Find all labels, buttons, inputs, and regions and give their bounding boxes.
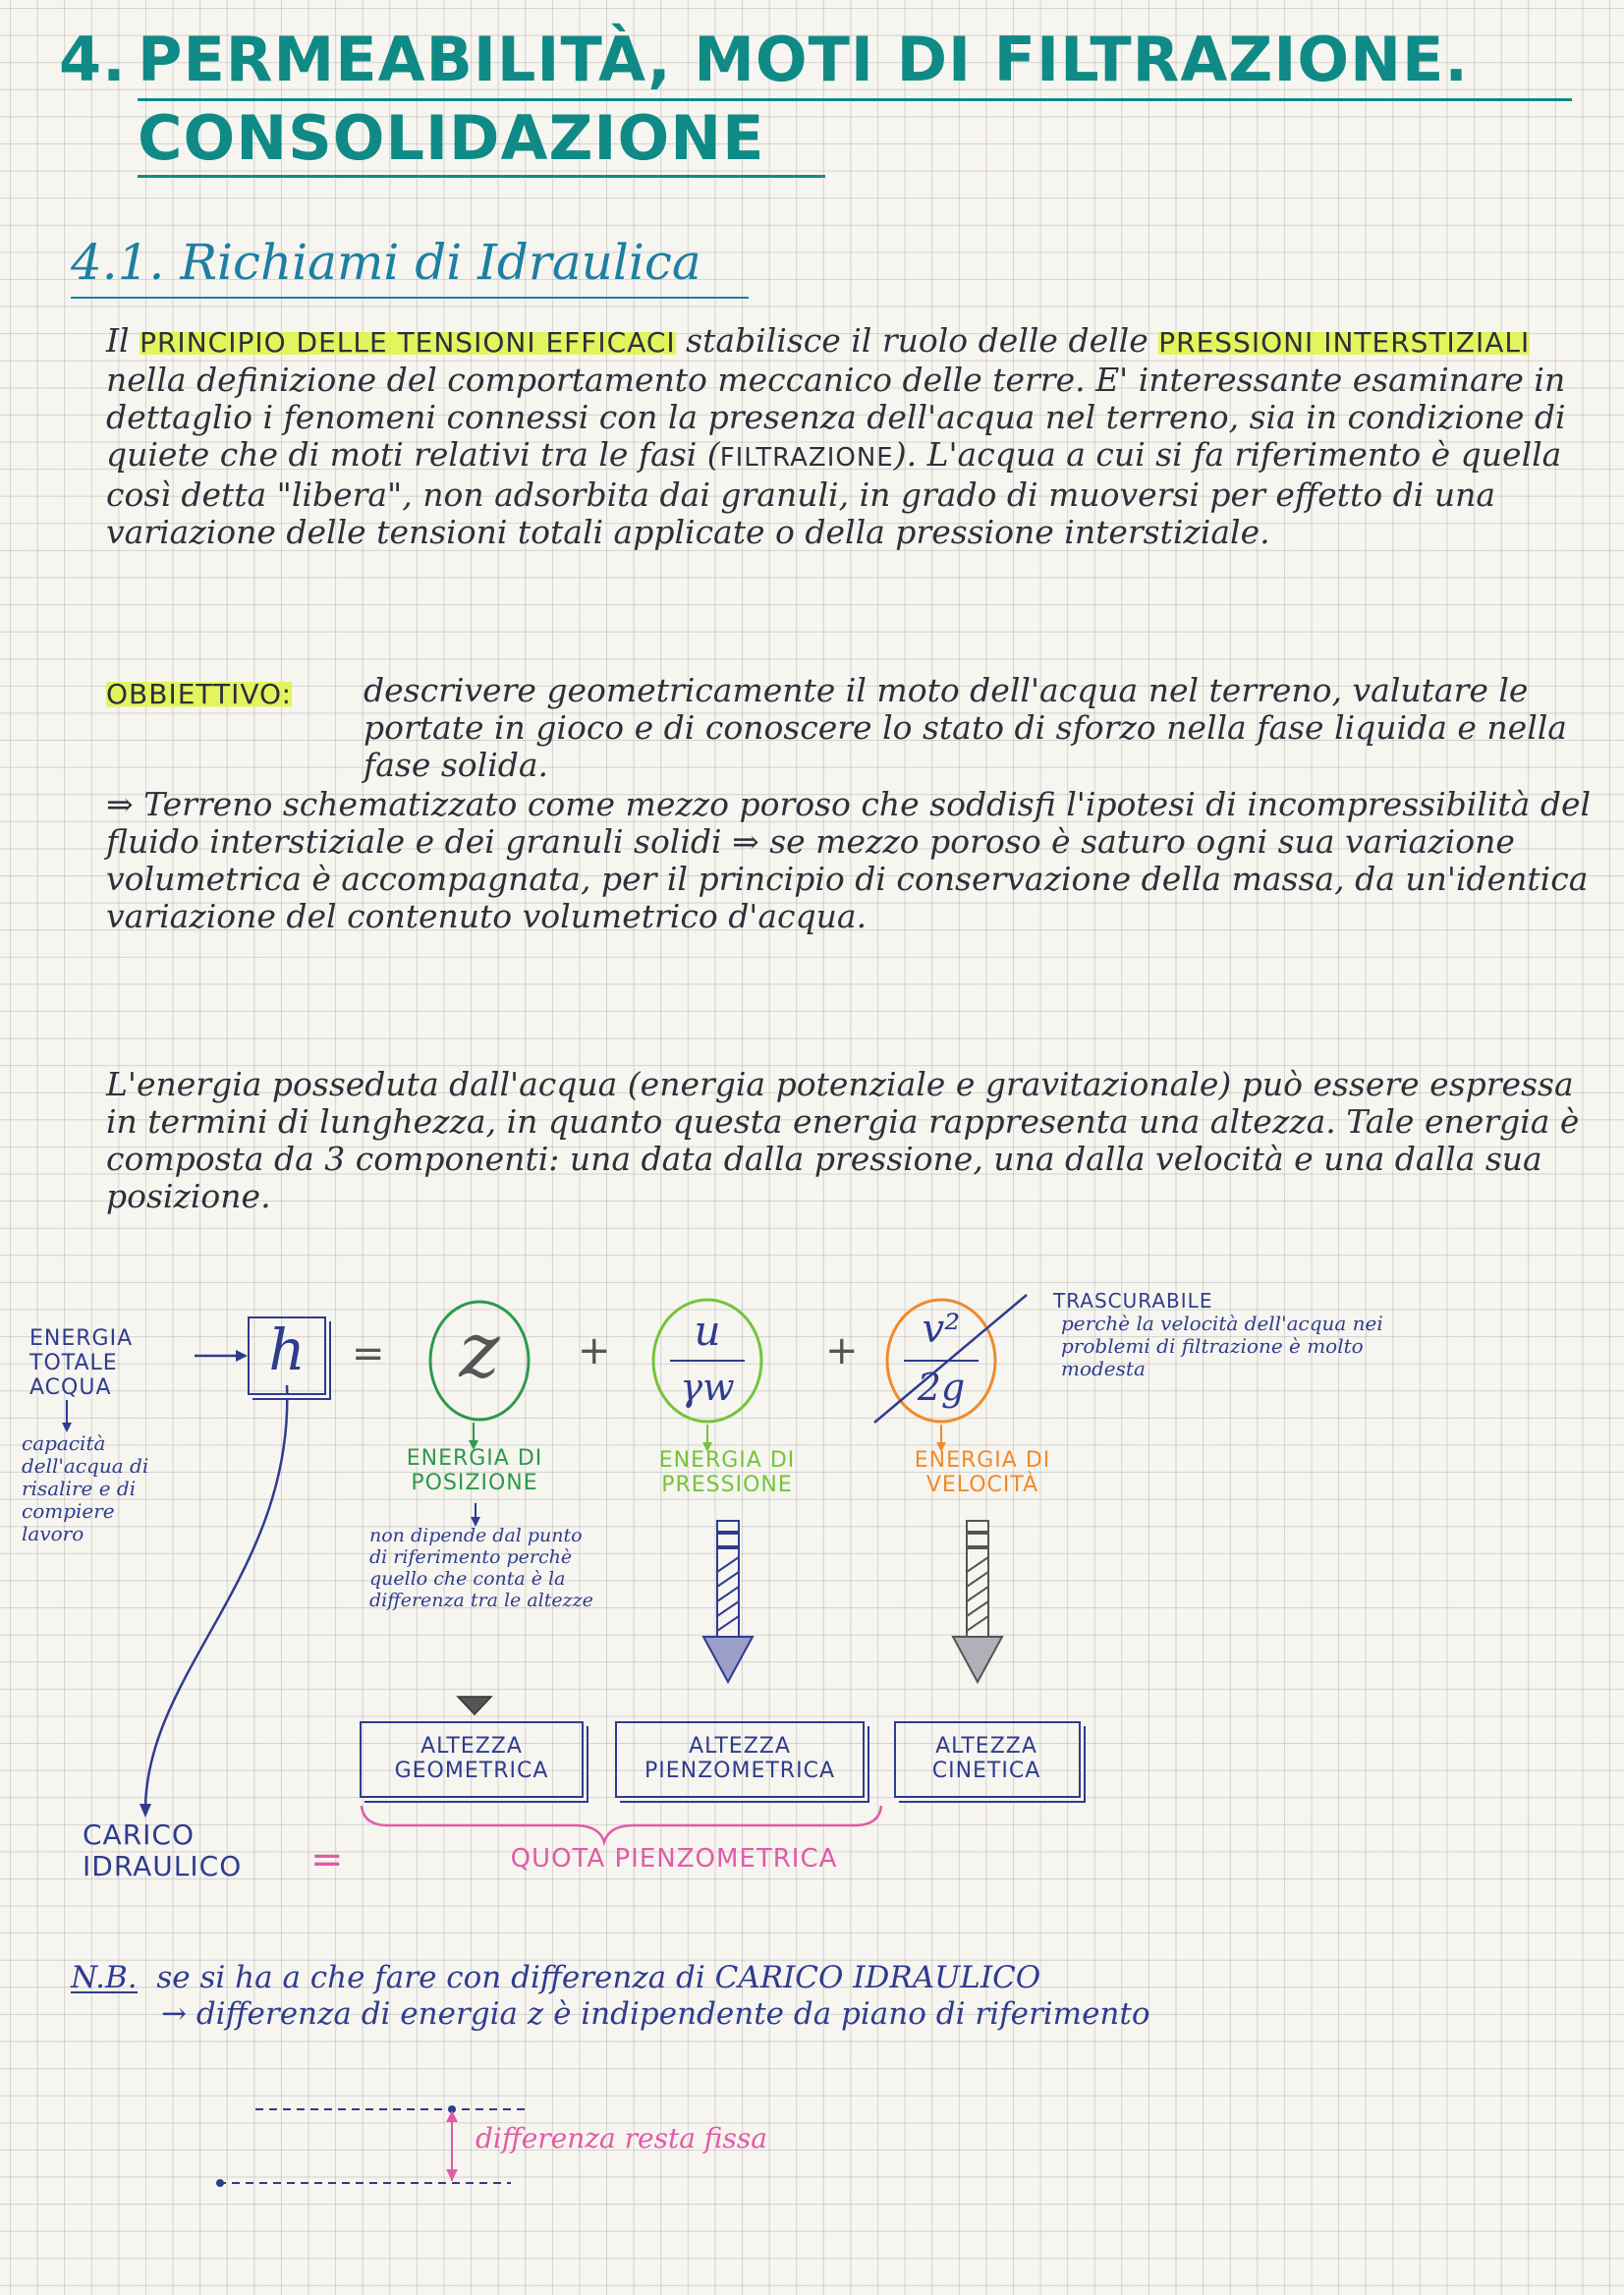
velocity-energy-label: ENERGIA DI VELOCITÀ <box>914 1448 1051 1497</box>
v-numerator: v² <box>922 1307 961 1352</box>
nb-block <box>71 1960 1544 2033</box>
chapter-title-line1: PERMEABILITÀ, MOTI DI FILTRAZIONE. <box>138 24 1469 95</box>
carico-idraulico-label: CARICO IDRAULICO <box>83 1819 243 1882</box>
implies-arrow: ⇒ <box>106 785 134 823</box>
section-number: 4.1. <box>71 234 165 291</box>
intro-text-d: ). L'acqua a cui si fa riferimento è quella così detta "libera", non adsorbita dai granuli, in grado di muoversi per effetto di una variazione delle tensioni totali applicate o della pressione interstiziale. <box>106 435 1562 551</box>
box-altezza-pienzometrica-label: ALTEZZA PIENZOMETRICA <box>644 1734 835 1783</box>
total-energy-note: capacità dell'acqua di risalire e di compiere lavoro <box>22 1431 149 1545</box>
objective-text: descrivere geometricamente il moto dell'acqua nel terreno, valutare le portate in gioco e di conoscere lo stato di sforzo nella fase liquida e nella fase solida. <box>364 671 1567 784</box>
u-denominator: γw <box>680 1366 735 1409</box>
nb-fixed-note: differenza resta fissa <box>476 2122 767 2155</box>
highlight-efficaci: PRINCIPIO DELLE TENSIONI EFFICACI <box>140 326 676 359</box>
position-energy-label: ENERGIA DI POSIZIONE <box>406 1446 543 1495</box>
box-altezza-geometrica-label: ALTEZZA GEOMETRICA <box>394 1734 549 1783</box>
objective-label: OBBIETTIVO: <box>106 678 293 710</box>
intro-text-a: Il <box>106 321 140 360</box>
quota-pienzometrica-label: QUOTA PIENZOMETRICA <box>510 1844 838 1874</box>
intro-text-b: stabilisce il ruolo delle delle <box>675 321 1159 360</box>
nb-line2: → differenza di energia z è indipendente da piano di riferimento <box>161 1996 1150 2032</box>
chapter-title-line2: CONSOLIDAZIONE <box>138 102 765 174</box>
total-energy-label: ENERGIA TOTALE ACQUA <box>29 1326 134 1400</box>
assumption-text: Terreno schematizzato come mezzo poroso che soddisfi l'ipotesi di incompressibilità del fluido interstiziale e dei granuli solidi ⇒ se mezzo poroso è saturo ogni sua variazione volumetrica è accompagnata, per il principio di conservazione della massa, da un'identica variazione del contenuto volumetrico d'acqua. <box>106 785 1592 935</box>
filtrazione-caps: FILTRAZIONE <box>719 443 894 473</box>
z-symbol: z <box>459 1307 500 1395</box>
nb-label: N.B. <box>71 1960 138 1995</box>
pressure-striped-arrow <box>703 1521 753 1682</box>
section-title: Richiami di Idraulica <box>180 234 701 291</box>
u-numerator: u <box>694 1307 721 1355</box>
box-altezza-cinetica-label: ALTEZZA CINETICA <box>931 1734 1041 1783</box>
position-energy-note: non dipende dal punto di riferimento perchè quello che conta è la differenza tra le altezze <box>369 1525 593 1611</box>
velocity-striped-arrow <box>953 1521 1002 1682</box>
highlight-interstiziali: PRESSIONI INTERSTIZIALI <box>1158 326 1531 359</box>
v-denominator: 2g <box>917 1366 966 1409</box>
plus-sign-1: + <box>578 1328 611 1373</box>
intro-text-c: nella definizione del comportamento meccanico delle terre. E' interessante esaminare in dettaglio i fenomeni connessi con la presenza dell'acqua nel terreno, sia in condizione di quiete che di moti relativi tra le fasi ( <box>106 361 1566 474</box>
energy-paragraph: L'energia posseduta dall'acqua (energia potenziale e gravitazionale) può essere espressa in termini di lunghezza, in quanto questa energia rappresenta una altezza. Tale energia è composta da 3 componenti: una data dalla pressione, una dalla velocità e una dalla sua posizione. <box>106 1065 1580 1215</box>
nb-line1: se si ha a che fare con differenza di CARICO IDRAULICO <box>156 1960 1041 1995</box>
negligible-title: TRASCURABILE <box>1053 1289 1213 1313</box>
plus-sign-2: + <box>825 1328 859 1373</box>
negligible-note: perchè la velocità dell'acqua nei problemi di filtrazione è molto modesta <box>1061 1312 1383 1380</box>
pressure-energy-label: ENERGIA DI PRESSIONE <box>658 1448 796 1497</box>
chapter-number: 4. <box>59 24 127 95</box>
h-symbol: h <box>268 1316 306 1383</box>
equals-sign: = <box>352 1331 385 1376</box>
carico-equals: = <box>310 1837 344 1882</box>
